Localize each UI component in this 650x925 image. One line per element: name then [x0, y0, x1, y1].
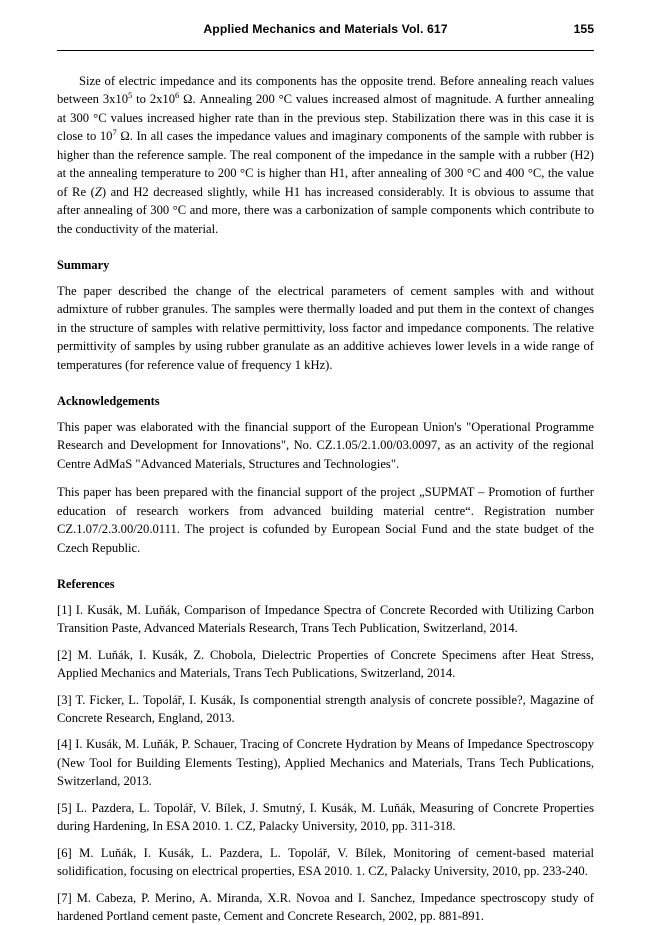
superscript-exponent-5: 5 — [128, 90, 132, 100]
spacer — [57, 638, 594, 646]
reference-item: [4] I. Kusák, M. Luňák, P. Schauer, Tracing of Concrete Hydration by Means of Impedance Spectroscopy (New Tool for Building Elements Testing), Applied Mechanics and Materials, Trans Tech Publications, Switzerland, 2013. — [57, 735, 594, 790]
paragraph-impedance — [57, 72, 594, 238]
paragraph-acknowledgement-1: This paper was elaborated with the financial support of the European Union's "Operational Programme Research and Development for Innovations", No. CZ.1.05/2.1.00/03.0097, as an activity of the regional Centre AdMaS "Advanced Materials, Structures and Technologies". — [57, 418, 594, 473]
superscript-exponent-6: 6 — [175, 90, 179, 100]
paragraph-part-e: ) and H2 decreased slightly, while H1 has increased considerably. It is obvious to assume that after annealing of 300 °C and more, there was a carbonization of sample components which contribute to the conductivity of the material. — [57, 185, 594, 236]
spacer — [57, 727, 594, 735]
spacer — [57, 557, 594, 577]
spacer — [57, 683, 594, 691]
reference-item: [2] M. Luňák, I. Kusák, Z. Chobola, Dielectric Properties of Concrete Specimens after Heat Stress, Applied Mechanics and Materials, Trans Tech Publications, Switzerland, 2014. — [57, 646, 594, 683]
spacer — [57, 374, 594, 394]
paragraph-summary: The paper described the change of the electrical parameters of cement samples with and without admixture of rubber granules. The samples were thermally loaded and put them in the context of changes in the structure of samples with relative permittivity, loss factor and impedance components. The relative permittivity of samples by using rubber granulate as an additive achieves lower levels in a wide range of temperatures (for reference value of frequency 1 kHz). — [57, 282, 594, 374]
reference-item: [6] M. Luňák, I. Kusák, L. Pazdera, L. Topolář, V. Bílek, Monitoring of cement-based material solidification, focusing on electrical properties, ESA 2010. 1. CZ, Palacky University, 2010, pp. 233-240. — [57, 844, 594, 881]
superscript-exponent-7: 7 — [112, 127, 116, 137]
page-content — [57, 72, 594, 925]
page-header — [57, 22, 594, 36]
spacer — [57, 273, 594, 282]
reference-item: [1] I. Kusák, M. Luňák, Comparison of Impedance Spectra of Concrete Recorded with Utilizing Carbon Transition Paste, Advanced Materials Research, Trans Tech Publication, Switzerland, 2014. — [57, 601, 594, 638]
paragraph-part-a: Size of electric impedance and its components has the opposite trend. Before annealing reach values between 3x10 — [57, 74, 594, 106]
header-divider — [57, 50, 594, 51]
spacer — [57, 409, 594, 418]
italic-symbol-z: Z — [95, 185, 102, 199]
paragraph-part-c: Ω. Annealing 200 °C values increased almost of magnitude. A further annealing at 300 °C values increased higher rate than in the previous step. Stabilization there was in this case it is close to 10 — [57, 92, 594, 143]
heading-acknowledgements: Acknowledgements — [57, 394, 594, 409]
paragraph-part-b: to 2x10 — [132, 92, 175, 106]
reference-item: [7] M. Cabeza, P. Merino, A. Miranda, X.R. Novoa and I. Sanchez, Impedance spectroscopy study of hardened Portland cement paste, Cement and Concrete Research, 2002, pp. 881-891. — [57, 889, 594, 925]
reference-item: [3] T. Ficker, L. Topolář, I. Kusák, Is componential strength analysis of concrete possible?, Magazine of Concrete Research, England, 2013. — [57, 691, 594, 728]
spacer — [57, 881, 594, 889]
page-number: 155 — [574, 22, 594, 36]
reference-item: [5] L. Pazdera, L. Topolář, V. Bílek, J. Smutný, I. Kusák, M. Luňák, Measuring of Concrete Properties during Hardening, In ESA 2010. 1. CZ, Palacky University, 2010, pp. 311-318. — [57, 799, 594, 836]
heading-references: References — [57, 577, 594, 592]
spacer — [57, 238, 594, 258]
spacer — [57, 592, 594, 601]
spacer — [57, 836, 594, 844]
paragraph-acknowledgement-2: This paper has been prepared with the financial support of the project „SUPMAT – Promotion of further education of research workers from advanced building material centre“. Registration number CZ.1.07/2.3.00/20.0111. The project is cofunded by European Social Fund and the state budget of the Czech Republic. — [57, 483, 594, 557]
heading-summary: Summary — [57, 258, 594, 273]
journal-title: Applied Mechanics and Materials Vol. 617 — [203, 22, 447, 36]
spacer — [57, 473, 594, 483]
spacer — [57, 791, 594, 799]
paragraph-part-d: Ω. In all cases the impedance values and imaginary components of the sample with rubber is higher than the reference sample. The real component of the impedance in the sample with a rubber (H2) at the annealing temperature to 200 °C is higher than H1, after annealing of 300 °C and 400 °C, the value of Re ( — [57, 129, 594, 198]
